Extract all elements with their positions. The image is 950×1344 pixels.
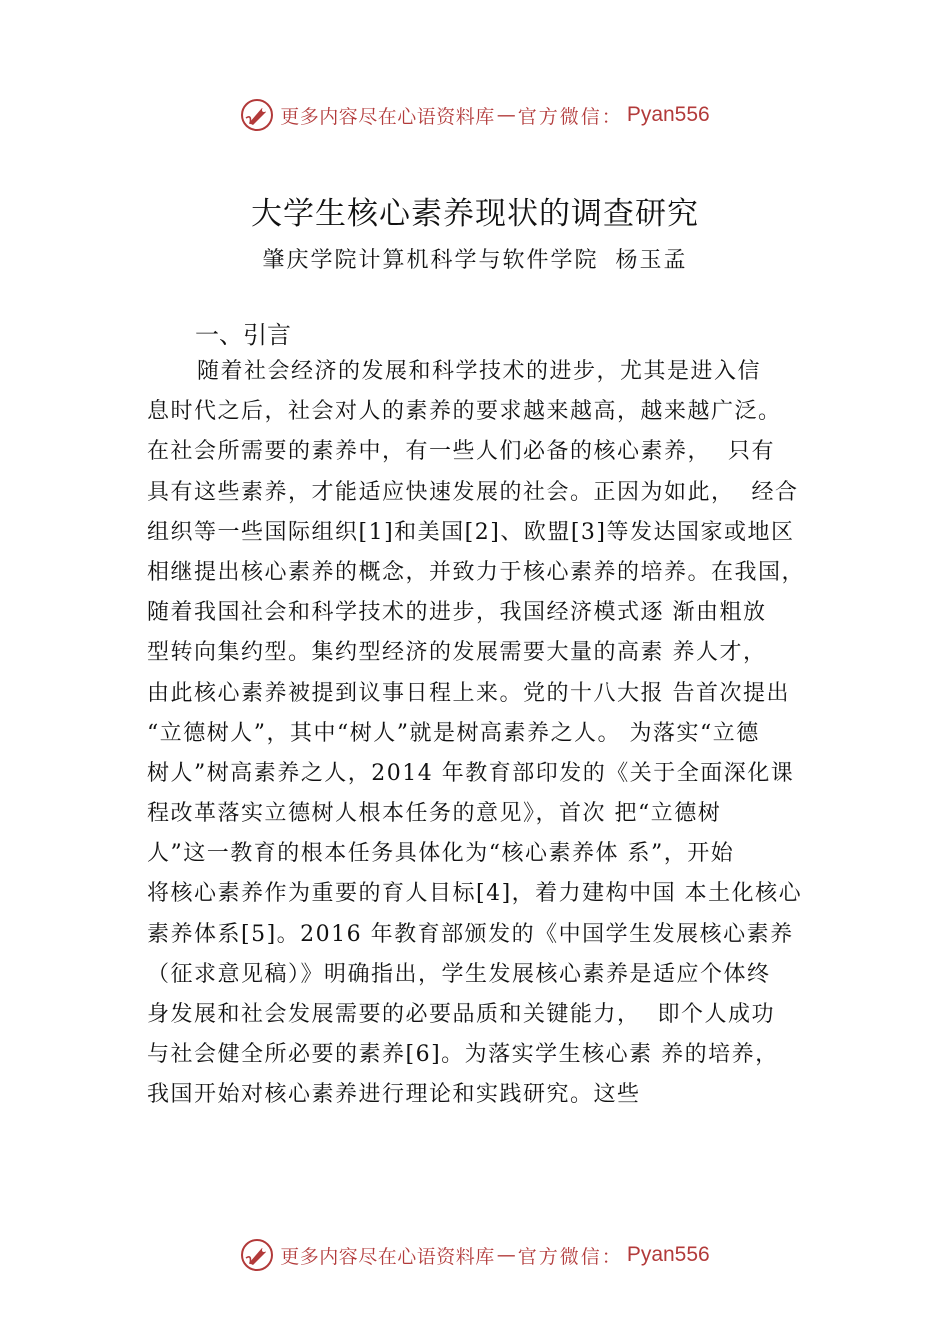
paragraph-line: 与社会健全所必要的素养[6]。为落实学生核心素 养的培养， <box>147 1042 779 1068</box>
author-affiliation: 肇庆学院计算机科学与软件学院 <box>262 248 599 273</box>
paragraph-line: 随着我国社会和科学技术的进步，我国经济模式逐 渐由粗放 <box>147 600 767 626</box>
paragraph-line: 型转向集约型。集约型经济的发展需要大量的高素 养人才， <box>147 640 767 666</box>
banner-wechat-id: Pyan556 <box>626 1243 710 1266</box>
paragraph-line: “立德树人”，其中“树人”就是树高素养之人。 为落实“立德 <box>147 720 760 746</box>
paragraph-line: 由此核心素养被提到议事日程上来。党的十八大报 告首次提出 <box>147 680 790 706</box>
paragraph-line: 具有这些素养，才能适应快速发展的社会。正因为如此， 经合 <box>147 479 799 505</box>
paragraph-line: 将核心素养作为重要的育人目标[4]，着力建构中国 本土化核心 <box>147 881 803 907</box>
paragraph-line: 组织等一些国际组织[1]和美国[2]、欧盟[3]等发达国家或地区 <box>147 519 795 545</box>
paragraph-line: 在社会所需要的素养中，有一些人们必备的核心素养， 只有 <box>147 439 775 465</box>
banner-wechat-label: 官方微信： <box>517 1245 623 1268</box>
paragraph-line: 随着社会经济的发展和科学技术的进步，尤其是进入信 <box>197 359 762 384</box>
banner-wechat-id: Pyan556 <box>626 103 710 126</box>
paragraph-line: 我国开始对核心素养进行理论和实践研究。这些 <box>147 1082 641 1108</box>
footer-banner <box>0 1235 950 1275</box>
paragraph-line: 身发展和社会发展需要的必要品质和关键能力， 即个人成功 <box>147 1002 775 1027</box>
paragraph-line: 树人”树高素养之人，2014 年教育部印发的《关于全面深化课 <box>147 760 795 786</box>
banner-dash: — <box>496 104 516 126</box>
paragraph-line: （征求意见稿）》明确指出，学生发展核心素养是适应个体终 <box>147 961 771 987</box>
paragraph-line: 程改革落实立德树人根本任务的意见》，首次 把“立德树 <box>147 801 722 827</box>
pen-nib-logo-icon <box>240 98 274 132</box>
paragraph-line: 人”这一教育的根本任务具体化为“核心素养体 系”，开始 <box>147 841 735 867</box>
banner-wechat-label: 官方微信： <box>517 105 623 128</box>
pen-nib-logo-icon <box>240 1238 274 1272</box>
body-paragraph <box>147 352 837 1116</box>
header-banner <box>0 95 950 135</box>
banner-text: 更多内容尽在心语资料库 <box>280 105 495 128</box>
banner-dash: — <box>496 1244 516 1266</box>
author-name: 杨玉孟 <box>615 248 688 273</box>
author-line <box>0 243 950 274</box>
paragraph-line: 相继提出核心素养的概念，并致力于核心素养的培养。在我国， <box>147 559 806 585</box>
paragraph-line: 息时代之后，社会对人的素养的要求越来越高，越来越广泛。 <box>147 399 782 425</box>
paragraph-line: 素养体系[5]。2016 年教育部颁发的《中国学生发展核心素养 <box>147 921 794 947</box>
banner-text: 更多内容尽在心语资料库 <box>280 1245 495 1268</box>
document-title: 大学生核心素养现状的调查研究 <box>251 196 699 232</box>
section-heading: 一、引言 <box>195 321 291 349</box>
